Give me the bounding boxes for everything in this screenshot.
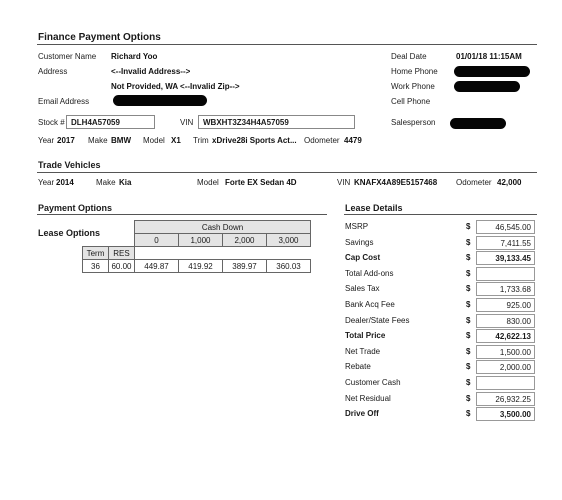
- table-blank-cell: [83, 221, 109, 234]
- trim-label: Trim: [193, 136, 209, 145]
- table-blank-cell: [109, 234, 135, 247]
- lease-detail-label: Net Residual: [345, 393, 391, 403]
- vin-label: VIN: [180, 118, 194, 127]
- payment-cell[interactable]: 419.92: [179, 260, 223, 273]
- res-header: RES: [109, 247, 135, 260]
- cash-down-column-header: 0: [135, 234, 179, 247]
- lease-detail-row: [345, 407, 535, 421]
- lease-detail-value-field[interactable]: 42,622.13: [476, 329, 535, 343]
- payment-cell[interactable]: 360.03: [267, 260, 311, 273]
- cash-down-column-header: 2,000: [223, 234, 267, 247]
- stock-label: Stock #: [38, 118, 65, 127]
- address-line1-value: <--Invalid Address-->: [111, 67, 191, 76]
- deal-date-label: Deal Date: [391, 52, 427, 61]
- odometer-value: 4479: [344, 136, 362, 145]
- address-label: Address: [38, 67, 68, 76]
- trade-divider: [37, 172, 537, 173]
- table-blank-cell: [109, 221, 135, 234]
- res-cell: 60.00: [109, 260, 135, 273]
- odometer-label: Odometer: [304, 136, 340, 145]
- lease-detail-label: Savings: [345, 237, 374, 247]
- currency-symbol: $: [466, 331, 471, 341]
- trade-vin-value: KNAFX4A89E5157468: [354, 178, 438, 187]
- lease-detail-row: [345, 298, 535, 312]
- currency-symbol: $: [466, 409, 471, 419]
- deal-date-value: 01/01/18 11:15AM: [456, 52, 522, 61]
- lease-detail-row: [345, 236, 535, 250]
- currency-symbol: $: [466, 315, 471, 325]
- lease-details-heading: Lease Details: [345, 203, 403, 213]
- currency-symbol: $: [466, 268, 471, 278]
- trade-odometer-value: 42,000: [497, 178, 522, 187]
- address-line2-value: Not Provided, WA <--Invalid Zip-->: [111, 82, 240, 91]
- home-phone-redaction: [454, 66, 530, 77]
- currency-symbol: $: [466, 284, 471, 294]
- trim-value: xDrive28i Sports Act...: [212, 136, 297, 145]
- lease-detail-row: [345, 282, 535, 296]
- lease-detail-row: [345, 360, 535, 374]
- lease-detail-value-field[interactable]: 26,932.25: [476, 392, 535, 406]
- term-header: Term: [83, 247, 109, 260]
- trade-year-label: Year: [38, 178, 55, 187]
- salesperson-redaction: [450, 118, 506, 129]
- payment-divider: [37, 214, 327, 215]
- customer-name-label: Customer Name: [38, 52, 97, 61]
- trade-vin-label: VIN: [337, 178, 351, 187]
- lease-detail-label: Net Trade: [345, 346, 381, 356]
- payment-options-heading: Payment Options: [38, 203, 113, 213]
- lease-detail-row: [345, 329, 535, 343]
- lease-detail-label: Cap Cost: [345, 253, 381, 263]
- lease-detail-value-field[interactable]: 830.00: [476, 314, 535, 328]
- lease-detail-value-field[interactable]: [476, 267, 535, 281]
- currency-symbol: $: [466, 222, 471, 231]
- lease-detail-label: Sales Tax: [345, 284, 380, 294]
- lease-detail-label: Rebate: [345, 362, 371, 372]
- year-label: Year: [38, 136, 55, 145]
- currency-symbol: $: [466, 300, 471, 309]
- trade-model-label: Model: [197, 178, 219, 187]
- trade-model-value: Forte EX Sedan 4D: [225, 178, 297, 187]
- lease-detail-label: Bank Acq Fee: [345, 300, 395, 309]
- currency-symbol: $: [466, 378, 471, 387]
- stock-field[interactable]: DLH4A57059: [66, 115, 155, 129]
- lease-detail-value-field[interactable]: 1,500.00: [476, 345, 535, 359]
- home-phone-label: Home Phone: [391, 67, 438, 76]
- salesperson-label: Salesperson: [391, 118, 436, 127]
- currency-symbol: $: [466, 253, 471, 263]
- email-label: Email Address: [38, 97, 90, 106]
- currency-symbol: $: [466, 346, 471, 356]
- lease-detail-value-field[interactable]: 2,000.00: [476, 360, 535, 374]
- trade-year-value: 2014: [56, 178, 74, 187]
- make-value: BMW: [111, 136, 131, 145]
- lease-detail-value-field[interactable]: 7,411.55: [476, 236, 535, 250]
- lease-details-divider: [344, 214, 537, 215]
- term-cell: 36: [83, 260, 109, 273]
- lease-payment-table: [82, 220, 311, 273]
- model-label: Model: [143, 136, 165, 145]
- trade-odometer-label: Odometer: [456, 178, 492, 187]
- table-blank-cell: [135, 247, 179, 260]
- lease-options-heading: Lease Options: [38, 228, 101, 238]
- lease-detail-row: [345, 220, 535, 234]
- lease-detail-value-field[interactable]: 46,545.00: [476, 220, 535, 234]
- table-blank-cell: [83, 234, 109, 247]
- cash-down-column-header: 3,000: [267, 234, 311, 247]
- model-value: X1: [171, 136, 181, 145]
- lease-detail-value-field[interactable]: 925.00: [476, 298, 535, 312]
- lease-detail-label: Drive Off: [345, 409, 379, 419]
- lease-detail-row: [345, 345, 535, 359]
- currency-symbol: $: [466, 393, 471, 403]
- vin-field[interactable]: WBXHT3Z34H4A57059: [198, 115, 355, 129]
- lease-detail-label: Customer Cash: [345, 378, 401, 387]
- lease-detail-label: Total Price: [345, 331, 386, 341]
- cash-down-header: Cash Down: [135, 221, 311, 234]
- lease-detail-row: [345, 314, 535, 328]
- cell-phone-label: Cell Phone: [391, 97, 431, 106]
- table-blank-cell: [179, 247, 223, 260]
- lease-detail-value-field[interactable]: [476, 376, 535, 390]
- lease-detail-row: [345, 251, 535, 265]
- lease-detail-row: [345, 267, 535, 281]
- currency-symbol: $: [466, 237, 471, 247]
- customer-name-value: Richard Yoo: [111, 52, 158, 61]
- trade-make-label: Make: [96, 178, 116, 187]
- email-redaction: [113, 95, 207, 106]
- lease-detail-value-field[interactable]: 3,500.00: [476, 407, 535, 421]
- page-title: Finance Payment Options: [38, 32, 161, 43]
- lease-detail-label: Dealer/State Fees: [345, 315, 410, 325]
- table-blank-cell: [267, 247, 311, 260]
- lease-detail-row: [345, 392, 535, 406]
- work-phone-label: Work Phone: [391, 82, 435, 91]
- trade-vehicles-heading: Trade Vehicles: [38, 160, 101, 170]
- make-label: Make: [88, 136, 108, 145]
- payment-cell[interactable]: 449.87: [135, 260, 179, 273]
- currency-symbol: $: [466, 362, 471, 372]
- work-phone-redaction: [454, 81, 520, 92]
- payment-cell[interactable]: 389.97: [223, 260, 267, 273]
- lease-detail-label: Total Add-ons: [345, 268, 394, 278]
- cash-down-column-header: 1,000: [179, 234, 223, 247]
- table-blank-cell: [223, 247, 267, 260]
- year-value: 2017: [57, 136, 75, 145]
- title-divider: [37, 44, 537, 45]
- lease-detail-label: MSRP: [345, 222, 369, 231]
- lease-detail-value-field[interactable]: 1,733.68: [476, 282, 535, 296]
- lease-detail-value-field[interactable]: 39,133.45: [476, 251, 535, 265]
- trade-make-value: Kia: [119, 178, 132, 187]
- lease-detail-row: [345, 376, 535, 390]
